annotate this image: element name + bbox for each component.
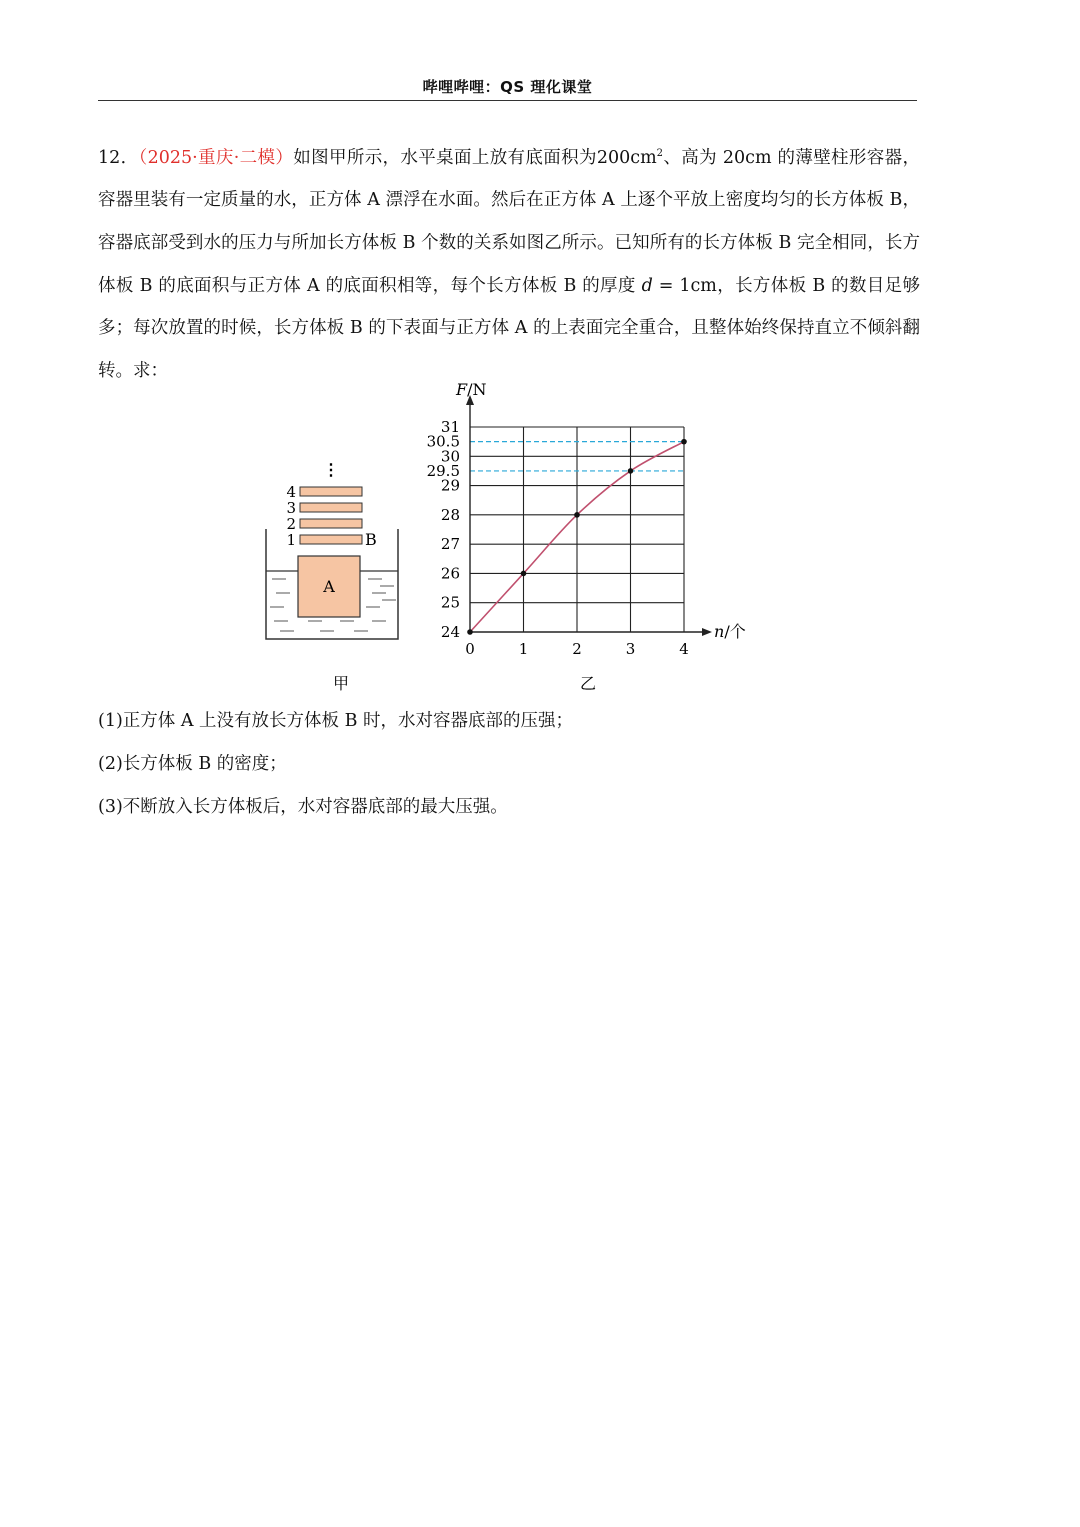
question-3: (3)不断放入长方体板后，水对容器底部的最大压强。 bbox=[98, 797, 508, 817]
thickness-symbol: d bbox=[641, 275, 653, 296]
y-tick-label: 26 bbox=[440, 564, 460, 583]
question-list bbox=[98, 700, 573, 829]
x-tick-label: 3 bbox=[625, 640, 636, 658]
plate-number-4: 4 bbox=[286, 483, 296, 501]
y-tick-label: 30 bbox=[440, 447, 460, 466]
y-tick-label: 29 bbox=[440, 476, 460, 495]
x-tick-label: 4 bbox=[679, 640, 689, 658]
x-tick-label: 2 bbox=[572, 640, 582, 658]
figure-a-container bbox=[266, 460, 398, 693]
figure-a-caption: 甲 bbox=[332, 674, 350, 693]
y-tick-label: 28 bbox=[440, 505, 460, 524]
y-tick-label: 27 bbox=[440, 535, 460, 554]
problem-text-3: ，长方体板 B 的数目足够多；每次放置的时候，长方体板 B 的下表面与正方体 A 的上表面完全重合，且整体始终保持直立不倾斜翻转。求： bbox=[98, 275, 920, 381]
x-tick-label: 0 bbox=[465, 640, 475, 658]
plate-b-label: B bbox=[365, 530, 377, 549]
y-tick-label: 29.5 bbox=[426, 461, 460, 480]
y-tick-label: 24 bbox=[440, 623, 460, 641]
figure-svg bbox=[250, 383, 770, 703]
y-tick-label: 31 bbox=[440, 418, 460, 436]
question-2: (2)长方体板 B 的密度； bbox=[98, 754, 287, 774]
y-tick-label: 30.5 bbox=[426, 432, 460, 451]
area-value: 200cm bbox=[596, 147, 657, 168]
data-point bbox=[628, 468, 634, 474]
problem-figure bbox=[250, 383, 770, 703]
figure-b-caption: 乙 bbox=[579, 674, 597, 693]
question-1: (1)正方体 A 上没有放长方体板 B 时，水对容器底部的压强； bbox=[98, 711, 574, 731]
problem-text-2: 、高为 20cm 的薄壁柱形容器，容器里装有一定质量的水，正方体 A 漂浮在水面。然后在正方体 A 上逐个平放上密度均匀的长方体板 B，容器底部受到水的压力与所加长方体板 B 个数的关系如图乙所示。已知所有的长方体板 B 完全相同，长方体板 B 的底面积与正方体 A 的底面积相等，每个长方体板 B 的厚度 bbox=[98, 147, 920, 296]
plate-number-1: 1 bbox=[286, 531, 296, 549]
data-point bbox=[521, 571, 527, 577]
area-exponent: 2 bbox=[656, 148, 664, 159]
plate-b-1 bbox=[300, 535, 362, 544]
problem-text-1: 如图甲所示，水平桌面上放有底面积为 bbox=[293, 147, 597, 168]
problem-paragraph bbox=[98, 133, 920, 392]
x-tick-label: 1 bbox=[518, 640, 529, 658]
x-axis-arrow bbox=[702, 628, 712, 636]
data-point bbox=[467, 629, 473, 635]
data-point bbox=[681, 439, 687, 445]
y-axis-label: F/N bbox=[456, 383, 487, 399]
plate-b-4 bbox=[300, 487, 362, 496]
plate-b-2 bbox=[300, 519, 362, 528]
header-divider bbox=[98, 100, 917, 101]
data-point bbox=[574, 512, 580, 518]
cube-a-label: A bbox=[323, 577, 335, 596]
y-tick-label: 25 bbox=[440, 593, 460, 612]
figure-b-chart bbox=[427, 383, 746, 658]
page-header: 哔哩哔哩：QS 理化课堂 bbox=[422, 78, 593, 96]
problem-statement bbox=[98, 133, 920, 392]
plate-number-2: 2 bbox=[286, 515, 296, 533]
x-axis-label: n/个 bbox=[714, 622, 746, 641]
more-plates-ellipsis: ⋮ bbox=[323, 460, 339, 479]
problem-number: 12． bbox=[98, 147, 139, 168]
problem-source: （2025·重庆·二模） bbox=[138, 147, 294, 168]
plate-b-3 bbox=[300, 503, 362, 512]
thickness-equation: = 1cm bbox=[652, 275, 717, 296]
plate-number-3: 3 bbox=[286, 499, 296, 517]
